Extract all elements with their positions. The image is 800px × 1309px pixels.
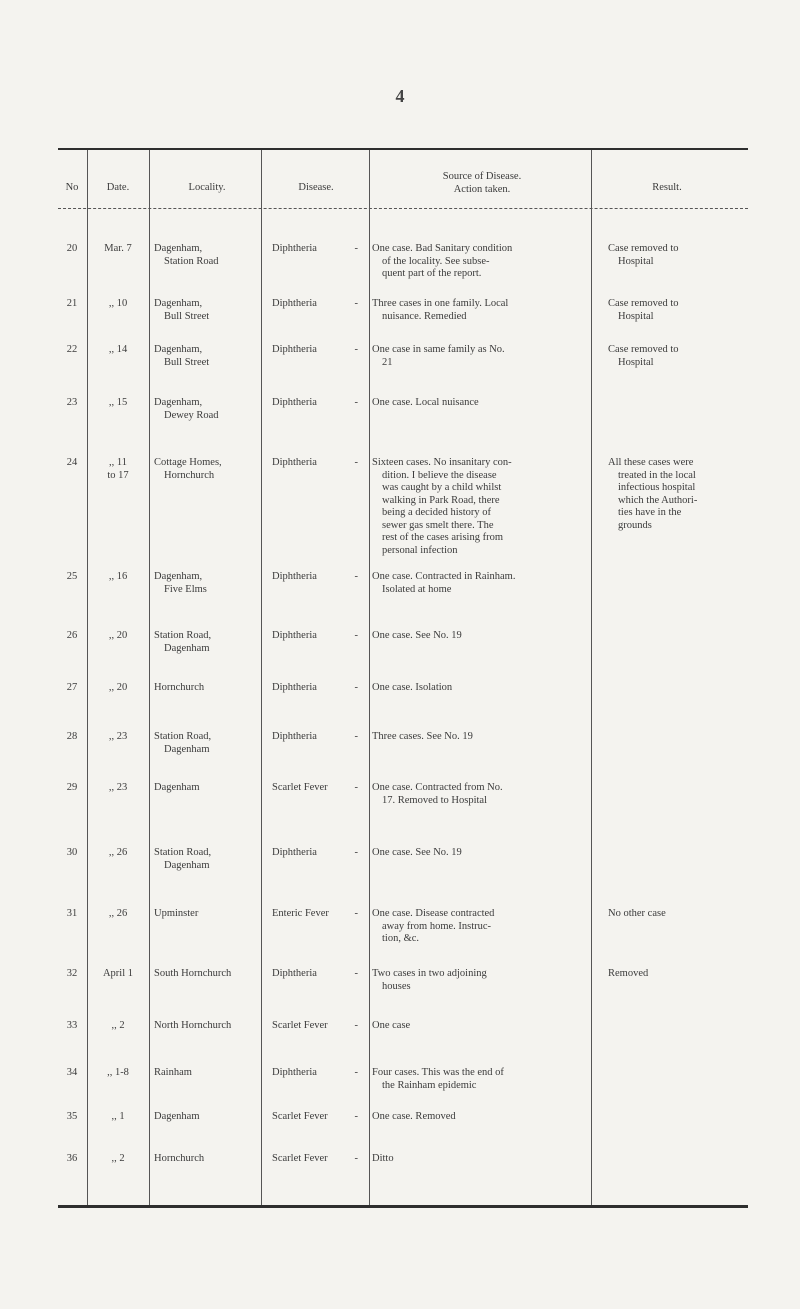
entry-source-action [370,968,592,993]
entry-date: ,, 26 [108,847,128,858]
source-line: One case. Contracted in Rainham. [372,571,516,582]
entry-result [592,968,748,981]
locality-line: Hornchurch [154,682,205,693]
entry-disease [262,968,370,981]
locality-line: North Hornchurch [154,1020,232,1031]
entry-source-action [370,243,592,281]
locality-line: Dewey Road [164,409,219,421]
entry-disease [262,630,370,643]
entry-locality [150,1153,260,1166]
source-line: One case. Disease contracted [372,908,495,919]
entry-number: 33 [66,1020,78,1031]
disease-name: Scarlet Fever [272,782,328,793]
source-line: the Rainham epidemic [382,1079,477,1091]
source-line: Four cases. This was the end of [372,1067,504,1078]
locality-line: Dagenham [164,642,210,654]
result-line: Hospital [618,356,654,368]
entry-number: 31 [66,908,78,919]
entry-locality [150,731,260,756]
result-line: No other case [608,908,666,919]
source-line: tion, &c. [382,933,420,944]
entry-locality [150,571,260,596]
entry-source-action [370,298,592,323]
result-line: ties have in the [618,507,682,518]
entry-locality [150,397,260,422]
disease-name: Diphtheria [272,968,317,979]
source-line: sewer gas smelt there. The [382,519,494,531]
entry-number: 21 [66,298,78,309]
result-line: infectious hospital [618,482,696,493]
entry-disease [262,571,370,584]
entry-locality [150,1067,260,1080]
entry-source-action [370,731,592,744]
entry-date: Mar. 7 [104,243,132,254]
leader-dash: - [354,1111,358,1122]
entry-locality [150,243,260,268]
locality-line: Dagenham, [154,397,203,408]
disease-name: Diphtheria [272,630,317,641]
entry-disease [262,298,370,311]
entry-source-action [370,782,592,807]
entry-disease [262,682,370,695]
result-line: Case removed to [608,243,679,254]
entry-number: 23 [66,397,78,408]
entry-number: 30 [66,847,78,858]
leader-dash: - [354,1153,358,1164]
leader-dash: - [354,571,358,582]
entry-source-action [370,1153,592,1166]
locality-line: Dagenham [154,1111,200,1122]
entry-date: ,, 1 [111,1111,125,1122]
entry-date: ,, 2 [111,1020,125,1031]
leader-dash: - [354,908,358,919]
entry-date: ,, 15 [108,397,128,408]
disease-name: Diphtheria [272,731,317,742]
disease-name: Scarlet Fever [272,1111,328,1122]
entry-number: 28 [66,731,78,742]
result-line: All these cases were [608,457,694,468]
entry-locality [150,847,260,872]
entry-number: 22 [66,344,78,355]
disease-name: Diphtheria [272,457,317,468]
entry-result [592,298,748,323]
entry-date: ,, 10 [108,298,128,309]
entry-number: 32 [66,968,78,979]
disease-name: Diphtheria [272,1067,317,1078]
entry-source-action [370,344,592,369]
source-line: walking in Park Road, there [382,494,500,506]
entry-date: ,, 23 [108,731,128,742]
leader-dash: - [354,682,358,693]
leader-dash: - [354,968,358,979]
source-line: One case [372,1020,411,1031]
entry-number: 26 [66,630,78,641]
source-line: Sixteen cases. No insanitary con- [372,457,512,468]
result-line: Hospital [618,255,654,267]
disease-name: Diphtheria [272,847,317,858]
source-line: houses [382,980,411,992]
result-line: Hospital [618,310,654,322]
entry-disease [262,1020,370,1033]
disease-name: Diphtheria [272,571,317,582]
entry-disease [262,1111,370,1124]
entry-source-action [370,682,592,695]
locality-line: South Hornchurch [154,968,232,979]
entry-number: 34 [66,1067,78,1078]
disease-name: Scarlet Fever [272,1020,328,1031]
entry-source-action [370,630,592,643]
entry-locality [150,630,260,655]
entry-locality [150,298,260,323]
locality-line: Rainham [154,1067,192,1078]
disease-name: Enteric Fever [272,908,329,919]
entry-date: ,, 16 [108,571,128,582]
source-line: away from home. Instruc- [382,920,492,932]
locality-line: Dagenham, [154,298,203,309]
locality-line: Dagenham, [154,243,203,254]
result-line: grounds [618,519,652,531]
locality-line: Dagenham, [154,344,203,355]
entry-locality [150,682,260,695]
locality-line: Dagenham [154,782,200,793]
disease-name: Diphtheria [272,682,317,693]
entry-date: ,, 1-8 [107,1067,129,1078]
entry-disease [262,1153,370,1166]
source-line: Isolated at home [382,583,452,595]
locality-line: Bull Street [164,310,210,322]
locality-line: Five Elms [164,583,207,595]
entry-locality [150,1020,260,1033]
entry-source-action [370,1111,592,1124]
leader-dash: - [354,298,358,309]
entry-date: ,, 26 [108,908,128,919]
source-line: One case. Contracted from No. [372,782,503,793]
entry-result [592,243,748,268]
entry-source-action [370,908,592,946]
source-line: personal infection [382,544,458,556]
disease-name: Scarlet Fever [272,1153,328,1164]
locality-line: Dagenham [164,859,210,871]
entry-date: ,, 11 to 17 [107,457,129,481]
header-no: No [65,182,79,193]
source-line: Three cases. See No. 19 [372,731,473,742]
header-date: Date. [106,182,130,193]
entry-source-action [370,397,592,410]
locality-line: Station Road, [154,847,212,858]
entry-number: 27 [66,682,78,693]
source-line: dition. I believe the disease [382,469,497,481]
locality-line: Upminster [154,908,199,919]
entry-result [592,344,748,369]
entry-date: ,, 23 [108,782,128,793]
source-line: One case in same family as No. [372,344,505,355]
leader-dash: - [354,1067,358,1078]
source-line: was caught by a child whilst [382,482,502,493]
disease-name: Diphtheria [272,243,317,254]
locality-line: Hornchurch [154,1153,205,1164]
entry-date: ,, 2 [111,1153,125,1164]
header-source [370,171,592,196]
header-source-line1: Source of Disease. [442,171,522,182]
header-disease: Disease. [298,182,334,193]
header-result: Result. [652,182,682,193]
entry-number: 24 [66,457,78,468]
entry-disease [262,243,370,256]
locality-line: Station Road, [154,630,212,641]
entry-number: 35 [66,1111,78,1122]
locality-line: Bull Street [164,356,210,368]
entry-number: 20 [66,243,78,254]
leader-dash: - [354,1020,358,1031]
source-line: of the locality. See subse- [382,255,490,267]
source-line: One case. Removed [372,1111,456,1122]
leader-dash: - [354,782,358,793]
header-locality: Locality. [188,182,226,193]
result-line: Removed [608,968,649,979]
leader-dash: - [354,344,358,355]
header-rule [58,208,748,209]
entry-source-action [370,571,592,596]
source-line: One case. See No. 19 [372,847,462,858]
disease-name: Diphtheria [272,298,317,309]
source-line: One case. See No. 19 [372,630,462,641]
entry-locality [150,1111,260,1124]
source-line: One case. Local nuisance [372,397,479,408]
entry-locality [150,968,260,981]
entry-disease [262,344,370,357]
entry-date: ,, 20 [108,630,128,641]
disease-name: Diphtheria [272,344,317,355]
entry-number: 29 [66,782,78,793]
locality-line: Cottage Homes, [154,457,222,468]
source-line: 21 [382,356,393,368]
locality-line: Station Road [164,255,219,267]
source-line: One case. Bad Sanitary condition [372,243,513,254]
source-line: Three cases in one family. Local [372,298,509,309]
entry-number: 25 [66,571,78,582]
disease-name: Diphtheria [272,397,317,408]
leader-dash: - [354,731,358,742]
disease-register-table [58,148,748,1208]
entry-disease [262,1067,370,1080]
entry-disease [262,782,370,795]
source-line: Ditto [372,1153,394,1164]
source-line: quent part of the report. [382,268,482,279]
locality-line: Hornchurch [164,469,215,481]
locality-line: Station Road, [154,731,212,742]
entry-date: ,, 14 [108,344,128,355]
header-source-line2: Action taken. [453,183,511,195]
leader-dash: - [354,397,358,408]
source-line: 17. Removed to Hospital [382,794,487,806]
leader-dash: - [354,243,358,254]
entry-disease [262,397,370,410]
entry-source-action [370,457,592,557]
entry-disease [262,908,370,921]
result-line: treated in the local [618,469,696,481]
entry-disease [262,731,370,744]
entry-source-action [370,847,592,860]
source-line: nuisance. Remedied [382,310,467,322]
entry-result [592,908,748,921]
entry-locality [150,782,260,795]
source-line: rest of the cases arising from [382,532,504,543]
result-line: Case removed to [608,344,679,355]
leader-dash: - [354,457,358,468]
entry-result [592,457,748,532]
leader-dash: - [354,847,358,858]
entry-locality [150,457,260,482]
locality-line: Dagenham [164,743,210,755]
source-line: One case. Isolation [372,682,453,693]
entry-date: ,, 20 [108,682,128,693]
result-line: which the Authori- [618,494,698,506]
source-line: Two cases in two adjoining [372,968,487,979]
entry-disease [262,847,370,860]
entry-date: April 1 [102,968,134,979]
entry-locality [150,908,260,921]
entry-source-action [370,1020,592,1033]
result-line: Case removed to [608,298,679,309]
entry-source-action [370,1067,592,1092]
entry-disease [262,457,370,470]
source-line: being a decided history of [382,507,492,518]
leader-dash: - [354,630,358,641]
page-number: 4 [395,86,405,106]
entry-locality [150,344,260,369]
entry-number: 36 [66,1153,78,1164]
locality-line: Dagenham, [154,571,203,582]
